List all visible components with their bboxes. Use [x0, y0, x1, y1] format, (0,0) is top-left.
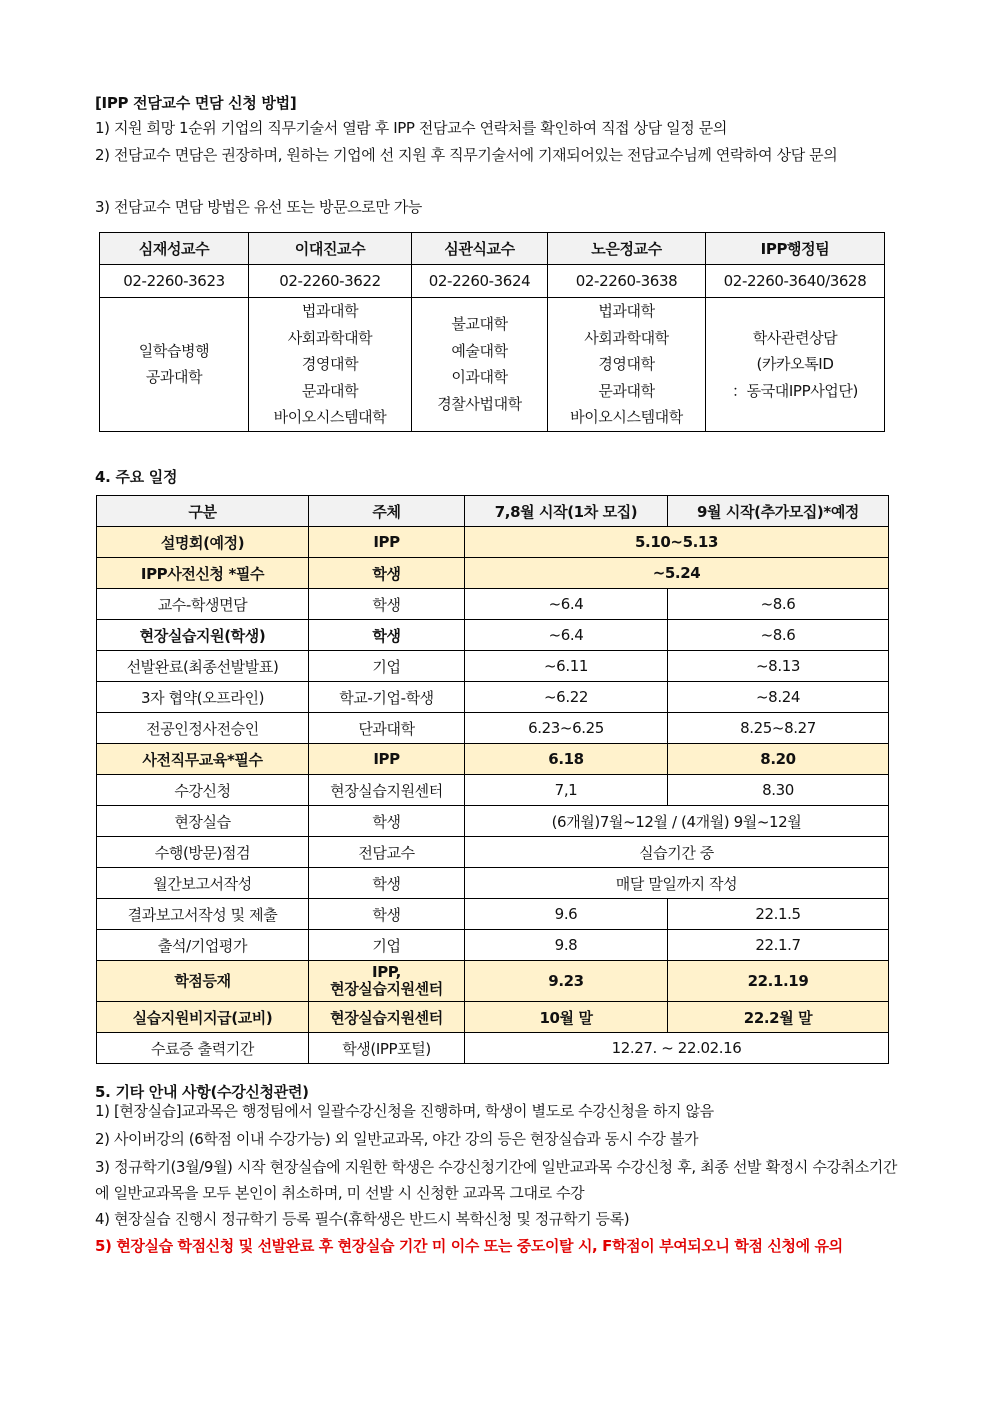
schedule-period-merged: 실습기간 중 [465, 837, 889, 868]
notice-item-3: 3) 정규학기(3월/9월) 시작 현장실습에 지원한 학생은 수강신청기간에 일반교과목 수강신청 후, 최종 선발 확정시 수강취소기간에 일반교과목을 모두 본인이 취소하며, 미 선발 시 신청한 교과목 그대로 수강 [95, 1158, 897, 1202]
schedule-first-period: 6.23~6.25 [465, 713, 668, 744]
schedule-item: 현장실습 [97, 806, 309, 837]
schedule-owner: 학생(IPP포털) [309, 1033, 465, 1064]
schedule-row [97, 527, 889, 558]
dept-line: 학사관련상담 [752, 328, 838, 347]
dept-line: ：동국대IPP사업단) [732, 381, 858, 400]
schedule-owner: 학생 [309, 620, 465, 651]
contact-table [99, 232, 885, 432]
schedule-row [97, 930, 889, 961]
dept-line: 공과대학 [145, 368, 203, 387]
dept-line: 바이오시스템대학 [570, 408, 683, 426]
schedule-first-period: ~6.4 [465, 620, 668, 651]
schedule-second-period: 22.1.19 [668, 961, 889, 1002]
contact-name: 심재성교수 [100, 233, 249, 265]
contact-name: 심관식교수 [412, 233, 548, 265]
schedule-second-period: 8.30 [668, 775, 889, 806]
notice-item-4: 4) 현장실습 진행시 정규학기 등록 필수(휴학생은 반드시 복학신청 및 정규학기 등록) [95, 1210, 630, 1228]
schedule-period-merged: ~5.24 [465, 558, 889, 589]
contact-dept-row [100, 298, 885, 432]
dept-line: 예술대학 [451, 341, 508, 360]
schedule-item: 현장실습지원(학생) [97, 620, 309, 651]
interview-item-1: 1) 지원 희망 1순위 기업의 직무기술서 열람 후 IPP 전담교수 연락처를 확인하여 직접 상담 일정 문의 [95, 119, 727, 137]
dept-line: 바이오시스템대학 [273, 408, 387, 426]
schedule-item: 교수-학생면담 [97, 589, 309, 620]
schedule-second-period: ~8.6 [668, 620, 889, 651]
schedule-item: 전공인정사전승인 [97, 713, 309, 744]
schedule-owner: IPP [309, 744, 465, 775]
schedule-first-period: ~6.11 [465, 651, 668, 682]
contact-phone: 02-2260-3623 [100, 265, 249, 298]
column-header: 7,8월 시작(1차 모집) [465, 496, 668, 527]
contact-phone: 02-2260-3640/3628 [706, 265, 885, 298]
schedule-item: IPP사전신청 *필수 [97, 558, 309, 589]
schedule-header-row [97, 496, 889, 527]
schedule-row [97, 775, 889, 806]
dept-line: 법과대학 [598, 302, 655, 320]
schedule-owner: 학교-기업-학생 [309, 682, 465, 713]
dept-line: 일학습병행 [138, 341, 210, 360]
schedule-owner: 단과대학 [309, 713, 465, 744]
schedule-first-period: 6.18 [465, 744, 668, 775]
schedule-owner: 현장실습지원센터 [309, 775, 465, 806]
schedule-item: 출석/기업평가 [97, 930, 309, 961]
dept-line: 사회과학대학 [584, 328, 669, 347]
contact-phone: 02-2260-3622 [249, 265, 412, 298]
schedule-first-period: 7,1 [465, 775, 668, 806]
schedule-item: 수행(방문)점검 [97, 837, 309, 868]
schedule-first-period: ~6.4 [465, 589, 668, 620]
interview-item-3: 3) 전담교수 면담 방법은 유선 또는 방문으로만 가능 [95, 198, 422, 216]
interview-item-2: 2) 전담교수 면담은 권장하며, 원하는 기업에 선 지원 후 직무기술서에 기재되어있는 전담교수님께 연락하여 상담 문의 [95, 146, 838, 164]
schedule-period-merged: 12.27. ~ 22.02.16 [465, 1033, 889, 1064]
dept-line: 경영대학 [598, 355, 655, 373]
column-header: 구분 [97, 496, 309, 527]
schedule-row [97, 558, 889, 589]
notice-item-2: 2) 사이버강의 (6학점 이내 수강가능) 외 일반교과목, 야간 강의 등은 현장실습과 동시 수강 불가 [95, 1130, 699, 1148]
schedule-second-period: 22.1.5 [668, 899, 889, 930]
schedule-period-merged: 5.10~5.13 [465, 527, 889, 558]
schedule-row [97, 868, 889, 899]
schedule-owner: 학생 [309, 806, 465, 837]
notice-item-5-warning: 5) 현장실습 학점신청 및 선발완료 후 현장실습 기간 미 이수 또는 중도이탈 시, F학점이 부여되오니 학점 신청에 유의 [95, 1237, 843, 1255]
schedule-row [97, 961, 889, 1002]
dept-line: (카카오톡ID [756, 355, 834, 373]
schedule-second-period: ~8.6 [668, 589, 889, 620]
notice-item-1: 1) [현장실습]교과목은 행정팀에서 일괄수강신청을 진행하며, 학생이 별도로 수강신청을 하지 않음 [95, 1102, 714, 1120]
dept-line: 불교대학 [451, 315, 508, 334]
contact-phone-row [100, 265, 885, 298]
schedule-second-period: 22.2월 말 [668, 1002, 889, 1033]
schedule-second-period: 22.1.7 [668, 930, 889, 961]
column-header: 주체 [309, 496, 465, 527]
schedule-owner: IPP [309, 527, 465, 558]
schedule-second-period: 8.25~8.27 [668, 713, 889, 744]
owner-line: 현장실습지원센터 [330, 980, 443, 998]
column-header: 9월 시작(추가모집)*예정 [668, 496, 889, 527]
schedule-row [97, 837, 889, 868]
contact-depts [412, 298, 548, 432]
schedule-owner: 기업 [309, 930, 465, 961]
schedule-first-period: ~6.22 [465, 682, 668, 713]
schedule-row [97, 713, 889, 744]
schedule-first-period: 9.6 [465, 899, 668, 930]
dept-line: 문과대학 [598, 381, 655, 400]
schedule-item: 학점등재 [97, 961, 309, 1002]
dept-line: 경영대학 [301, 355, 359, 373]
contact-depts [706, 298, 885, 432]
schedule-item: 실습지원비지급(교비) [97, 1002, 309, 1033]
schedule-row [97, 682, 889, 713]
contact-depts [249, 298, 412, 432]
contact-phone: 02-2260-3624 [412, 265, 548, 298]
dept-line: 사회과학대학 [287, 328, 373, 347]
contact-name: 노은정교수 [548, 233, 706, 265]
schedule-item: 결과보고서작성 및 제출 [97, 899, 309, 930]
contact-depts [548, 298, 706, 432]
contact-name: 이대진교수 [249, 233, 412, 265]
schedule-owner: 현장실습지원센터 [309, 1002, 465, 1033]
schedule-owner: 학생 [309, 899, 465, 930]
dept-line: 경찰사법대학 [437, 394, 522, 413]
interview-section-title: [IPP 전담교수 면담 신청 방법] [95, 94, 297, 112]
schedule-row [97, 651, 889, 682]
schedule-owner: 학생 [309, 589, 465, 620]
schedule-section-title: 4. 주요 일정 [95, 468, 178, 486]
schedule-body [97, 496, 889, 1064]
schedule-item: 수료증 출력기간 [97, 1033, 309, 1064]
dept-line: 문과대학 [301, 381, 359, 400]
schedule-second-period: ~8.24 [668, 682, 889, 713]
schedule-owner: 기업 [309, 651, 465, 682]
schedule-item: 3자 협약(오프라인) [97, 682, 309, 713]
notice-section-title: 5. 기타 안내 사항(수강신청관련) [95, 1083, 309, 1101]
schedule-row [97, 589, 889, 620]
schedule-row [97, 806, 889, 837]
schedule-owner [309, 961, 465, 1002]
schedule-row [97, 744, 889, 775]
schedule-period-merged: 매달 말일까지 작성 [465, 868, 889, 899]
schedule-owner: 학생 [309, 558, 465, 589]
schedule-first-period: 9.23 [465, 961, 668, 1002]
schedule-period-merged: (6개월)7월~12월 / (4개월) 9월~12월 [465, 806, 889, 837]
schedule-row [97, 1002, 889, 1033]
schedule-row [97, 1033, 889, 1064]
owner-line: IPP, [372, 963, 401, 981]
schedule-row [97, 620, 889, 651]
schedule-first-period: 9.8 [465, 930, 668, 961]
contact-name: IPP행정팀 [706, 233, 885, 265]
schedule-owner: 학생 [309, 868, 465, 899]
schedule-table [96, 495, 889, 1064]
schedule-owner: 전담교수 [309, 837, 465, 868]
schedule-item: 월간보고서작성 [97, 868, 309, 899]
schedule-second-period: ~8.13 [668, 651, 889, 682]
contact-depts [100, 298, 249, 432]
schedule-first-period: 10월 말 [465, 1002, 668, 1033]
schedule-item: 선발완료(최종선발발표) [97, 651, 309, 682]
dept-line: 법과대학 [301, 302, 359, 320]
schedule-item: 사전직무교육*필수 [97, 744, 309, 775]
contact-header-row [100, 233, 885, 265]
contact-phone: 02-2260-3638 [548, 265, 706, 298]
schedule-second-period: 8.20 [668, 744, 889, 775]
schedule-row [97, 899, 889, 930]
schedule-item: 수강신청 [97, 775, 309, 806]
schedule-item: 설명회(예정) [97, 527, 309, 558]
dept-line: 이과대학 [451, 368, 508, 387]
